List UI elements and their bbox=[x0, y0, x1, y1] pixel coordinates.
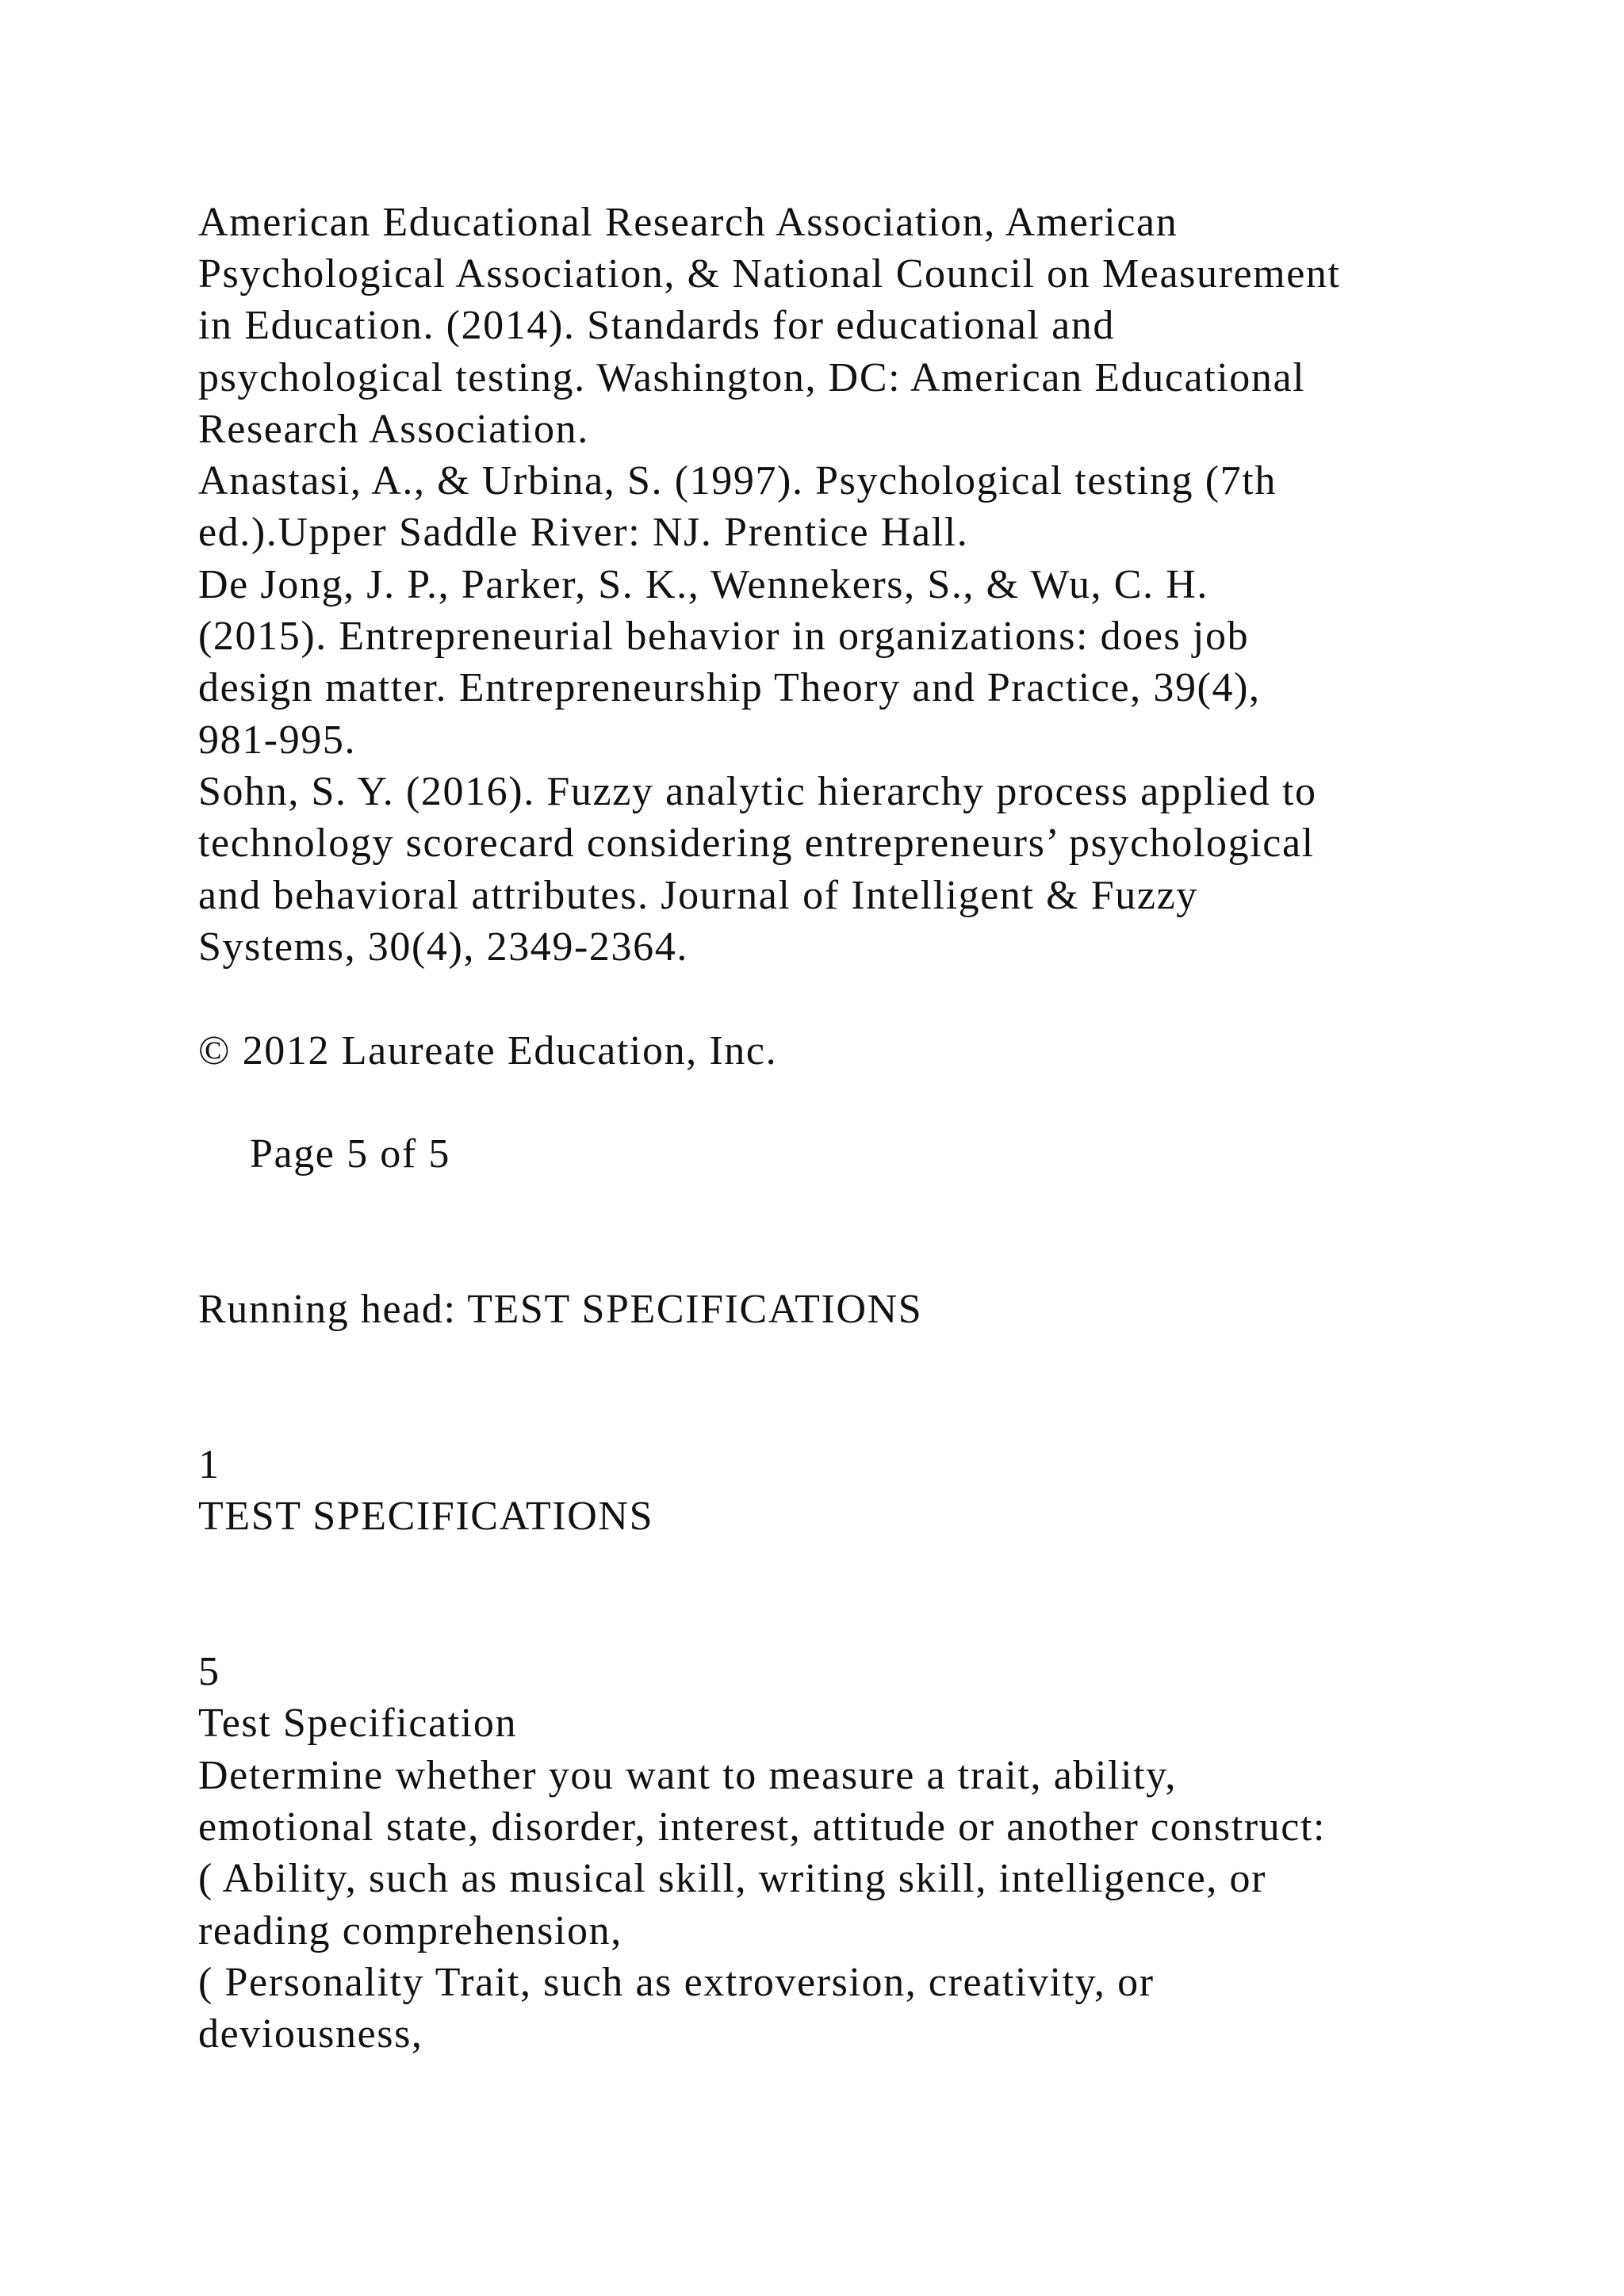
reference-line: design matter. Entrepreneurship Theory and Practice, 39(4), bbox=[198, 665, 1261, 710]
reference-line: Research Association. bbox=[198, 407, 589, 452]
reference-line: ed.).Upper Saddle River: NJ. Prentice Hall. bbox=[198, 510, 969, 555]
section-heading: Test Specification bbox=[198, 1701, 518, 1746]
body-line: emotional state, disorder, interest, attitude or another construct: bbox=[198, 1804, 1327, 1850]
page-number: 5 bbox=[198, 1649, 220, 1694]
reference-line: and behavioral attributes. Journal of Intelligent & Fuzzy bbox=[198, 873, 1198, 918]
body-line: ( Personality Trait, such as extroversion, creativity, or bbox=[198, 1960, 1155, 2005]
page-number: 1 bbox=[198, 1442, 220, 1487]
reference-line: Psychological Association, & National Council on Measurement bbox=[198, 251, 1341, 297]
reference-line: Sohn, S. Y. (2016). Fuzzy analytic hierarchy process applied to bbox=[198, 769, 1317, 814]
reference-line: 981-995. bbox=[198, 718, 357, 763]
body-line: reading comprehension, bbox=[198, 1908, 622, 1954]
reference-line: De Jong, J. P., Parker, S. K., Wennekers, S., & Wu, C. H. bbox=[198, 562, 1208, 607]
body-line: ( Ability, such as musical skill, writing skill, intelligence, or bbox=[198, 1856, 1267, 1901]
reference-line: American Educational Research Association, American bbox=[198, 200, 1178, 245]
reference-line: psychological testing. Washington, DC: American Educational bbox=[198, 355, 1306, 400]
reference-line: technology scorecard considering entrepreneurs’ psychological bbox=[198, 821, 1315, 866]
running-head: Running head: TEST SPECIFICATIONS bbox=[198, 1287, 923, 1332]
header-title: TEST SPECIFICATIONS bbox=[198, 1494, 654, 1539]
copyright-notice: © 2012 Laureate Education, Inc. bbox=[198, 1028, 778, 1073]
body-line: deviousness, bbox=[198, 2011, 423, 2057]
reference-line: in Education. (2014). Standards for educational and bbox=[198, 303, 1115, 348]
page-indicator: Page 5 of 5 bbox=[250, 1131, 450, 1177]
reference-line: Anastasi, A., & Urbina, S. (1997). Psychological testing (7th bbox=[198, 458, 1277, 503]
reference-line: Systems, 30(4), 2349-2364. bbox=[198, 924, 688, 970]
body-line: Determine whether you want to measure a trait, ability, bbox=[198, 1753, 1178, 1798]
reference-line: (2015). Entrepreneurial behavior in organizations: does job bbox=[198, 614, 1250, 659]
